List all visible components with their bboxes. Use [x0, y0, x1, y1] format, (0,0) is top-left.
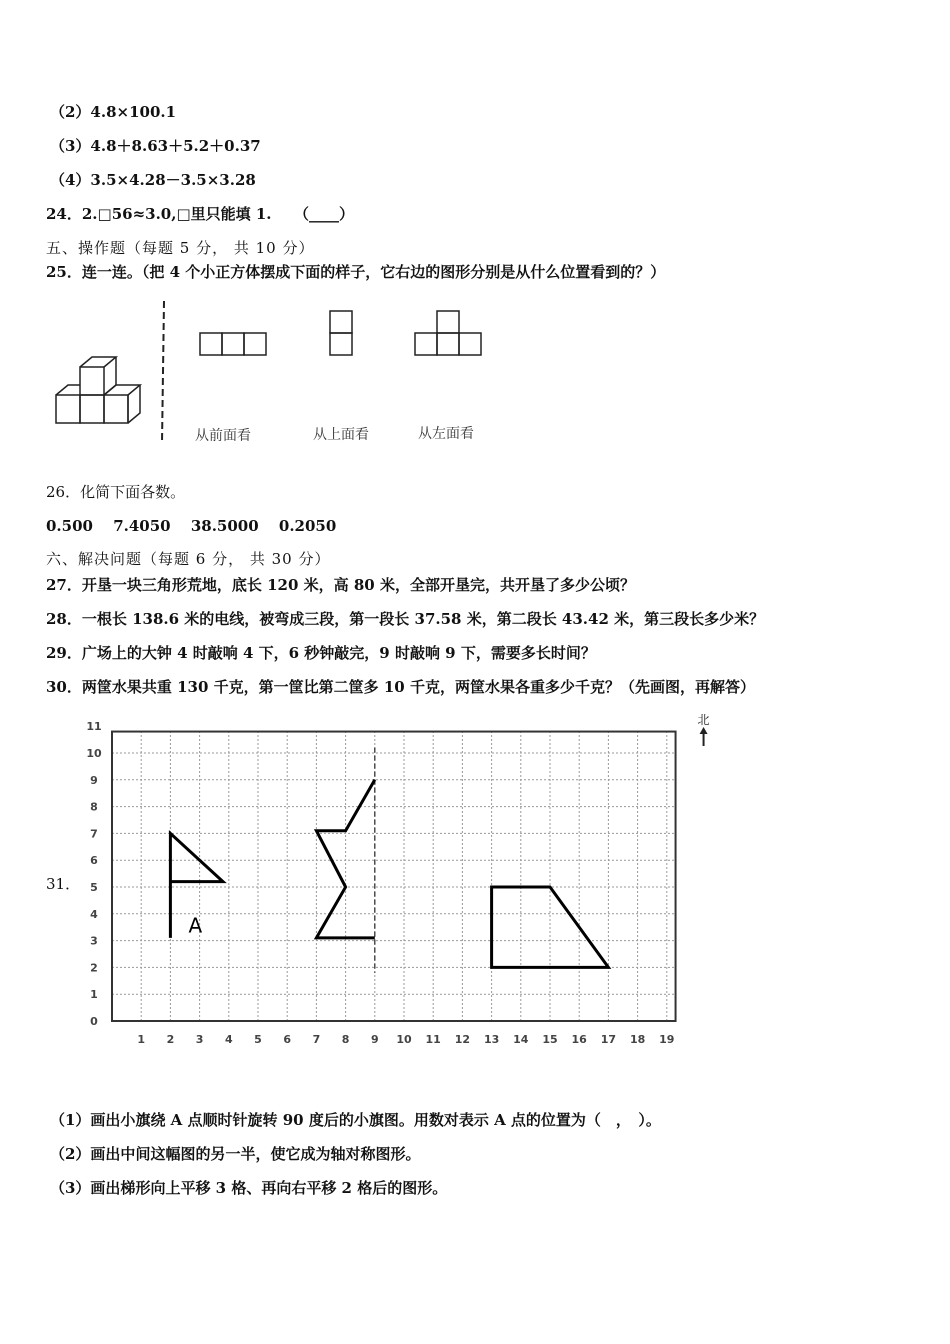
x-tick-label: 15	[542, 1033, 558, 1046]
north-arrowhead-icon	[700, 727, 708, 734]
q26: 26．化简下面各数。	[46, 483, 186, 501]
y-tick-label: 0	[90, 1015, 98, 1028]
x-tick-label: 18	[629, 1033, 646, 1046]
q23-part2: （2）4.8×100.1	[50, 103, 177, 121]
y-tick-label: 10	[86, 747, 102, 760]
q31-number: 31．	[46, 875, 81, 893]
y-tick-label: 8	[90, 800, 98, 814]
left-view-shape	[415, 311, 481, 355]
view-label-top: 从上面看	[313, 427, 369, 443]
cube-stack	[56, 357, 140, 423]
x-tick-label: 3	[195, 1033, 204, 1046]
q26-numbers: 0.500 7.4050 38.5000 0.2050	[46, 517, 337, 535]
q27: 27．开垦一块三角形荒地，底长 120 米，高 80 米，全部开垦完，共开垦了多少公顷？	[46, 576, 635, 594]
x-tick-label: 13	[483, 1033, 500, 1046]
point-a-label: A	[188, 913, 203, 938]
view-label-left: 从左面看	[418, 426, 474, 442]
x-tick-label: 10	[396, 1033, 412, 1046]
y-tick-label: 1	[90, 988, 98, 1002]
q31-part1: （1）画出小旗绕 A 点顺时针旋转 90 度后的小旗图。用数对表示 A 点的位置为（ ， ）。	[50, 1111, 661, 1129]
north-label: 北	[697, 713, 710, 727]
q24: 24．2.□56≈3.0,□里只能填 1. （____）	[46, 205, 355, 223]
grid-frame	[112, 732, 676, 1021]
q28: 28．一根长 138.6 米的电线，被弯成三段，第一段长 37.58 米，第二段长 43.42 米，第三段长多少米？	[46, 610, 765, 628]
y-tick-label: 3	[90, 934, 98, 948]
coordinate-grid	[70, 708, 720, 1058]
q31-part2: （2）画出中间这幅图的另一半，使它成为轴对称图形。	[50, 1145, 421, 1163]
x-tick-label: 4	[224, 1033, 233, 1046]
q31-part3: （3）画出梯形向上平移 3 格、再向右平移 2 格后的图形。	[50, 1179, 448, 1197]
dashed-divider	[162, 301, 164, 443]
x-tick-label: 19	[659, 1033, 675, 1046]
y-tick-label: 4	[90, 907, 98, 921]
q23-part4: （4）3.5×4.28－3.5×3.28	[50, 171, 256, 189]
y-tick-label: 6	[90, 854, 98, 868]
q25: 25．连一连。（把 4 个小正方体摆成下面的样子，它右边的图形分别是从什么位置看到的？）	[46, 263, 666, 281]
x-tick-label: 8	[341, 1033, 350, 1046]
y-tick-label: 5	[90, 881, 98, 894]
x-tick-label: 12	[454, 1033, 471, 1046]
section6-heading: 六、解决问题（每题 6 分， 共 30 分）	[46, 550, 331, 568]
top-view-shape	[330, 311, 352, 355]
front-view-shape	[200, 333, 266, 355]
section5-heading: 五、操作题（每题 5 分， 共 10 分）	[46, 239, 315, 257]
x-tick-label: 9	[370, 1033, 379, 1046]
x-tick-label: 6	[283, 1033, 292, 1046]
x-tick-label: 5	[254, 1033, 262, 1046]
x-tick-label: 11	[425, 1033, 441, 1046]
y-tick-label: 9	[90, 773, 98, 787]
y-tick-label: 11	[86, 720, 102, 734]
y-tick-label: 7	[90, 827, 98, 841]
y-tick-label: 2	[90, 961, 98, 975]
x-tick-label: 2	[166, 1033, 175, 1046]
q29: 29．广场上的大钟 4 时敲响 4 下，6 秒钟敲完，9 时敲响 9 下，需要多长时间？	[46, 644, 596, 662]
q30: 30．两筐水果共重 130 千克，第一筐比第二筐多 10 千克，两筐水果各重多少千克？（先画图，再解答）	[46, 678, 755, 696]
x-tick-label: 14	[513, 1033, 529, 1046]
q23-part3: （3）4.8＋8.63＋5.2＋0.37	[50, 137, 261, 155]
x-tick-label: 17	[600, 1033, 617, 1046]
x-tick-label: 7	[312, 1033, 321, 1046]
x-tick-label: 16	[571, 1033, 587, 1046]
x-tick-label: 1	[137, 1033, 146, 1046]
view-label-front: 从前面看	[195, 428, 251, 444]
